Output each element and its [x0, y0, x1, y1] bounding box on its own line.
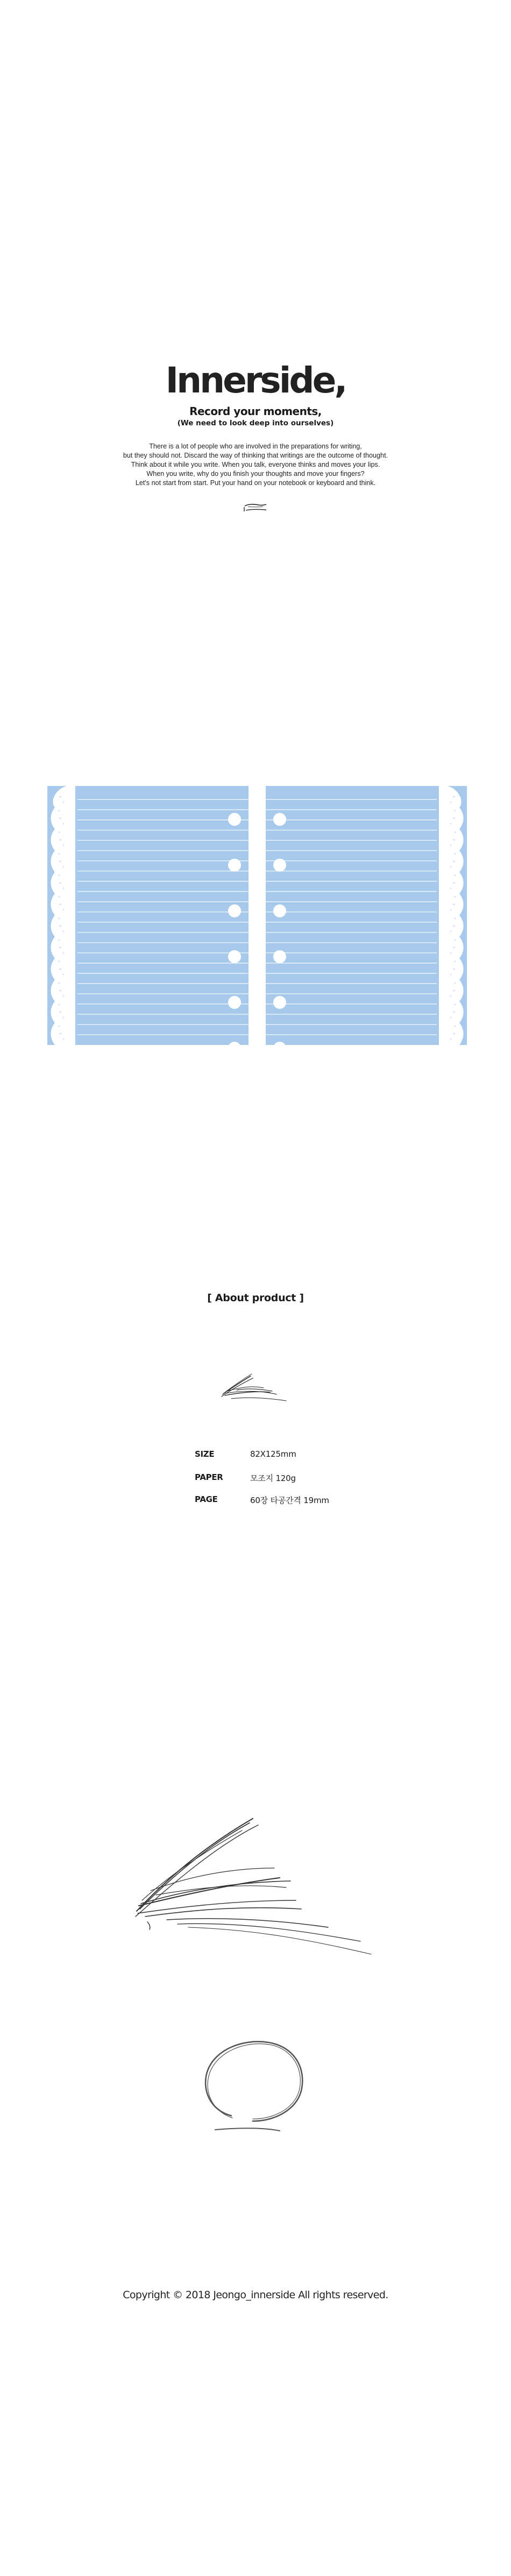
note-sheet-left [47, 786, 249, 1045]
spec-value: 60장 타공간격 19mm [250, 1496, 329, 1505]
note-sheet-left-art [47, 786, 249, 1045]
intro-line: Think about it while you write. When you talk, everyone thinks and moves your lips. [131, 461, 380, 468]
doodle-illustration [243, 502, 268, 514]
tagline: Record your moments, [189, 405, 322, 418]
about-heading: [ About product ] [207, 1292, 304, 1304]
intro-line: but they should not. Discard the way of thinking that writings are the outcome of thought. [123, 452, 388, 459]
note-sheet-right [266, 786, 467, 1045]
spec-label: PAPER [195, 1472, 223, 1482]
spec-value: 모조지 120g [250, 1473, 296, 1483]
subtagline: (We need to look deep into ourselves) [177, 419, 334, 427]
note-sheet-right-art [266, 786, 467, 1045]
product-image [47, 786, 467, 1045]
spec-value: 82X125mm [250, 1449, 296, 1459]
large-scribble-illustration [134, 1814, 377, 1960]
spec-label: PAGE [195, 1494, 218, 1504]
intro-text [0, 442, 511, 488]
brand-title: Innerside, [165, 360, 346, 401]
scribble-illustration [221, 1366, 290, 1409]
spec-label: SIZE [195, 1449, 215, 1459]
circle-doodle-illustration [199, 2035, 312, 2143]
intro-line: Let's not start from start. Put your hand on your notebook or keyboard and think. [135, 479, 376, 487]
intro-line: There is a lot of people who are involved in the preparations for writing, [149, 443, 362, 450]
intro-line: When you write, why do you finish your thoughts and move your fingers? [146, 470, 365, 478]
copyright-text: Copyright © 2018 Jeongo_innerside All rights reserved. [123, 2289, 388, 2301]
